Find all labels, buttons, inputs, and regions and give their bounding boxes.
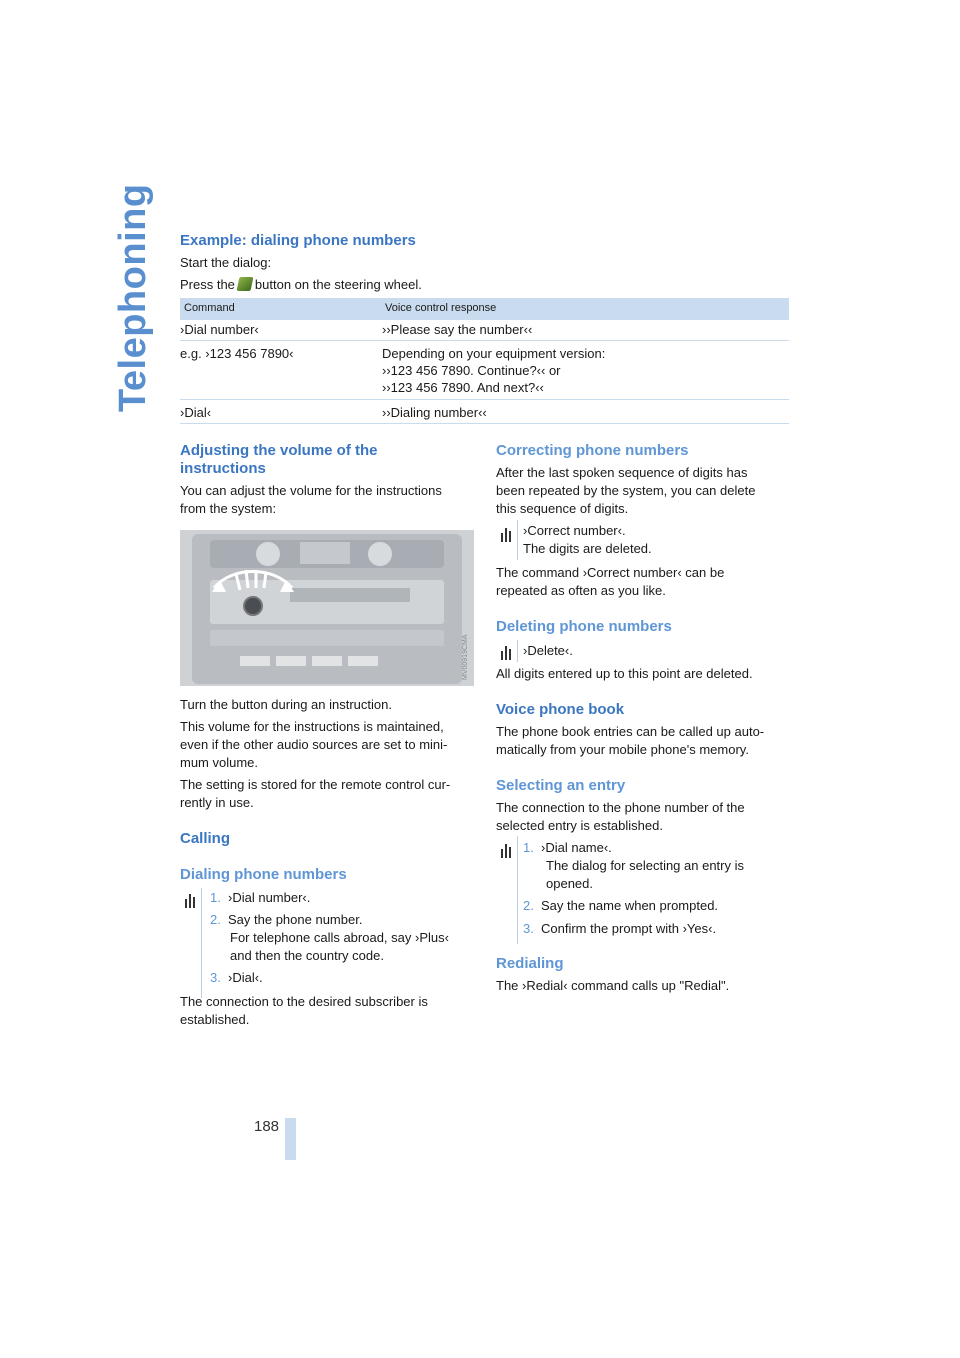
voice-command-icon: [499, 527, 513, 543]
correct-number-command: ›Correct number‹.: [523, 523, 626, 538]
connection-established-line1: The connection to the desired subscriber is: [180, 994, 428, 1009]
radio-volume-knob-photo: [180, 530, 474, 686]
table-row-2-command: e.g. ›123 456 7890‹: [180, 346, 294, 361]
selecting-line1: The connection to the phone number of the: [496, 800, 745, 815]
phonebook-line2: matically from your mobile phone's memory.: [496, 742, 749, 757]
step-2-line3: and then the country code.: [230, 948, 384, 963]
setting-stored-line1: The setting is stored for the remote control cur-: [180, 777, 451, 792]
table-divider: [180, 399, 789, 400]
selecting-line2: selected entry is established.: [496, 818, 663, 833]
table-row-1-command: ›Dial number‹: [180, 322, 259, 337]
col-command: Command: [184, 302, 235, 314]
voice-command-icon: [183, 893, 197, 909]
dialing-numbers-heading: Dialing phone numbers: [180, 866, 347, 883]
step-3: 3. ›Dial‹.: [210, 970, 263, 985]
deleting-heading: Deleting phone numbers: [496, 618, 672, 635]
connection-established-line2: established.: [180, 1012, 250, 1027]
voice-block-rule: [517, 640, 518, 662]
table-row-3-response: ››Dialing number‹‹: [382, 405, 487, 420]
table-row-2-response-line1: Depending on your equipment version:: [382, 346, 606, 361]
step-2: 2. Say the phone number.: [210, 912, 363, 927]
phonebook-line1: The phone book entries can be called up auto-: [496, 724, 765, 739]
correcting-p2-line2: repeated as often as you like.: [496, 583, 666, 598]
adjust-heading-line1: Adjusting the volume of the: [180, 442, 378, 459]
redialing-heading: Redialing: [496, 955, 564, 972]
select-step-1-line3: opened.: [546, 876, 593, 891]
table-row-2-response-line3: ››123 456 7890. And next?‹‹: [382, 380, 544, 395]
voice-command-icon: [499, 843, 513, 859]
redial-text: The ›Redial‹ command calls up "Redial".: [496, 978, 730, 993]
adjust-intro-line2: from the system:: [180, 501, 277, 516]
volume-maintained-line2: even if the other audio sources are set to mini-: [180, 737, 448, 752]
volume-maintained-line1: This volume for the instructions is maintained,: [180, 719, 444, 734]
page-number-bar: [285, 1118, 296, 1160]
correcting-p1-line1: After the last spoken sequence of digits has: [496, 465, 748, 480]
start-dialog-text: Start the dialog:: [180, 255, 272, 270]
digits-deleted-note: All digits entered up to this point are deleted.: [496, 666, 753, 681]
voice-block-rule: [517, 836, 518, 944]
digits-deleted-text: The digits are deleted.: [523, 541, 652, 556]
col-response: Voice control response: [385, 302, 497, 314]
page-number: 188: [254, 1118, 280, 1135]
adjust-intro-line1: You can adjust the volume for the instructions: [180, 483, 442, 498]
table-row-3-command: ›Dial‹: [180, 405, 212, 420]
voice-block-rule: [517, 520, 518, 560]
table-divider: [180, 423, 789, 424]
correcting-p1-line3: this sequence of digits.: [496, 501, 629, 516]
steering-wheel-voice-button-icon: [236, 277, 253, 291]
setting-stored-line2: rently in use.: [180, 795, 254, 810]
photo-code-text: MV00919CMA: [462, 634, 469, 680]
select-step-1: 1. ›Dial name‹.: [523, 840, 612, 855]
select-step-3: 3. Confirm the prompt with ›Yes‹.: [523, 921, 717, 936]
voice-command-icon: [499, 645, 513, 661]
calling-heading: Calling: [180, 830, 231, 847]
table-row-1-response: ››Please say the number‹‹: [382, 322, 533, 337]
example-heading: Example: dialing phone numbers: [180, 232, 416, 249]
turn-button-text: Turn the button during an instruction.: [180, 697, 392, 712]
select-step-2: 2. Say the name when prompted.: [523, 898, 719, 913]
phonebook-heading: Voice phone book: [496, 701, 625, 718]
correcting-heading: Correcting phone numbers: [496, 442, 689, 459]
delete-command: ›Delete‹.: [523, 643, 573, 658]
step-1: 1. ›Dial number‹.: [210, 890, 311, 905]
step-2-line2: For telephone calls abroad, say ›Plus‹: [230, 930, 449, 945]
press-button-text: Press the button on the steering wheel.: [180, 277, 422, 292]
correcting-p1-line2: been repeated by the system, you can delete: [496, 483, 756, 498]
voice-block-rule: [201, 888, 202, 998]
table-divider: [180, 340, 789, 341]
command-table-header: [180, 298, 789, 320]
table-row-2-response-line2: ››123 456 7890. Continue?‹‹ or: [382, 363, 561, 378]
correcting-p2-line1: The command ›Correct number‹ can be: [496, 565, 725, 580]
selecting-heading: Selecting an entry: [496, 777, 626, 794]
adjust-heading-line2: instructions: [180, 460, 266, 477]
select-step-1-line2: The dialog for selecting an entry is: [546, 858, 744, 873]
volume-maintained-line3: mum volume.: [180, 755, 259, 770]
